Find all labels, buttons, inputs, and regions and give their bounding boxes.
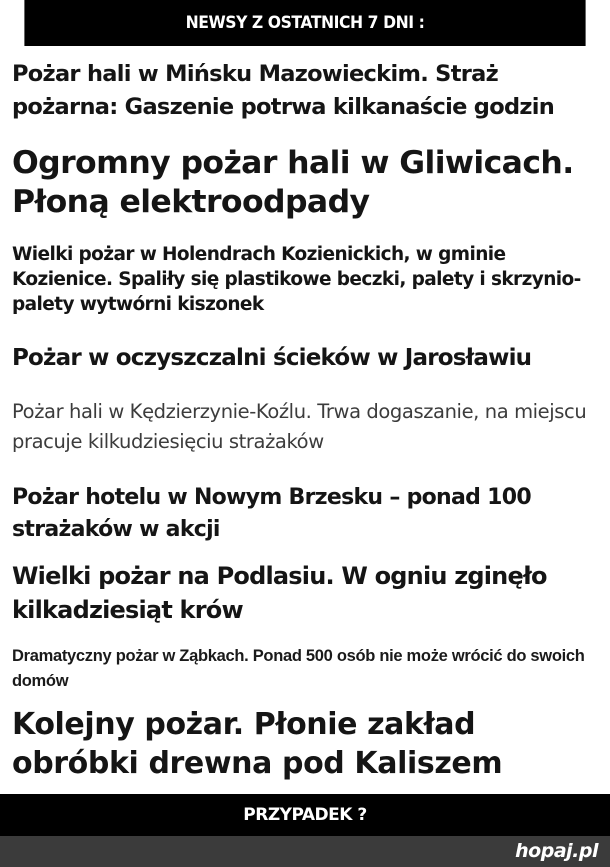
headline-kozienice: Wielki pożar w Holendrach Kozienickich, w gminie Kozienice. Spaliły się plastikowe beczki, palety i skrzynio-palety wytwórni kiszonek [12,244,581,315]
caption-text: PRZYPADEK ? [243,805,367,825]
caption-banner [0,794,610,836]
header-banner [24,0,585,46]
footer-strip [0,836,610,867]
headline-kedzierzyn: Pożar hali w Kędzierzynie-Koźlu. Trwa dogaszanie, na miejscu pracuje kilkudziesięciu strażaków [12,400,587,453]
header-title: NEWSY Z OSTATNICH 7 DNI : [185,13,425,33]
site-watermark: hopaj.pl [515,840,598,862]
headline-podlasie: Wielki pożar na Podlasiu. W ogniu zginęło kilkadziesiąt krów [12,562,547,624]
headline-minsk: Pożar hali w Mińsku Mazowieckim. Straż pożarna: Gaszenie potrwa kilkanaście godzin [12,61,555,120]
headline-zabki: Dramatyczny pożar w Ząbkach. Ponad 500 osób nie może wrócić do swoich domów [12,647,585,690]
headline-kalisz: Kolejny pożar. Płonie zakład obróbki drewna pod Kaliszem [12,707,503,781]
headline-nowe-brzesko: Pożar hotelu w Nowym Brzesku – ponad 100 strażaków w akcji [12,485,531,542]
headline-jaroslaw: Pożar w oczyszczalni ścieków w Jarosławiu [12,345,532,371]
headline-gliwice: Ogromny pożar hali w Gliwicach. Płoną elektroodpady [12,145,574,220]
